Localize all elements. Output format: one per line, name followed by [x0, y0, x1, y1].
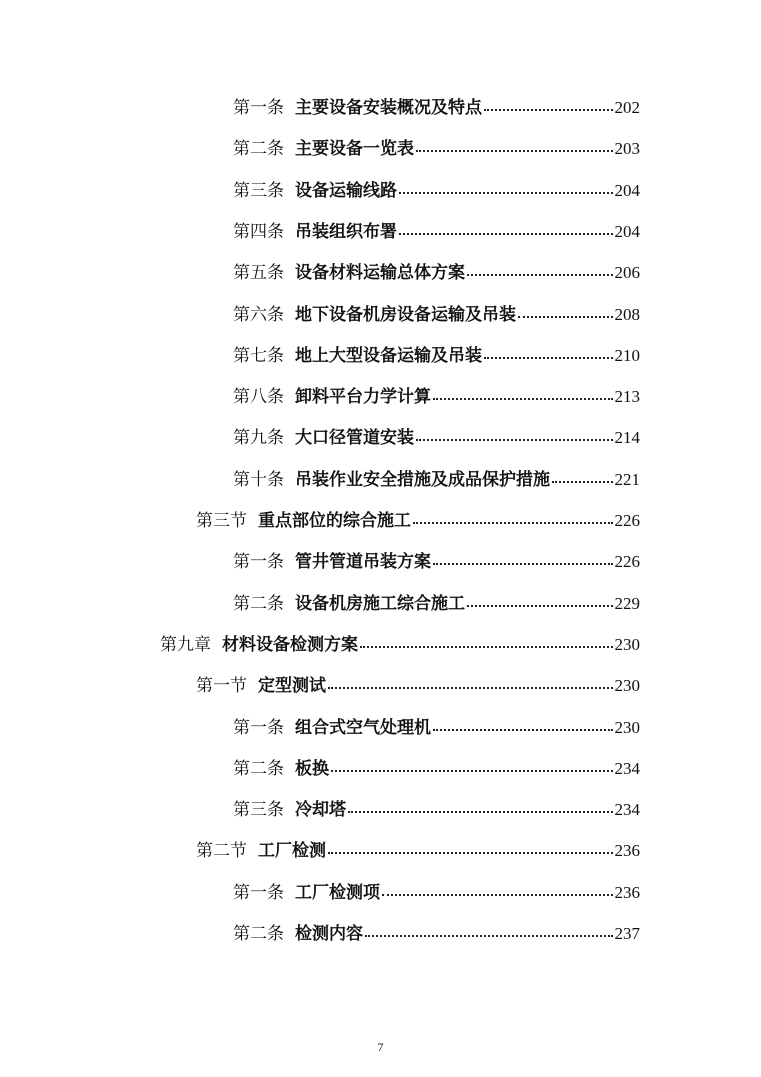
toc-entry-article[interactable] — [233, 880, 640, 906]
toc-entry-label: 第五条 — [233, 263, 284, 284]
toc-dot-leader — [331, 770, 613, 772]
toc-entry-title: 卸料平台力学计算 — [295, 387, 431, 408]
toc-entry-article[interactable] — [233, 921, 640, 947]
toc-entry-page-number: 230 — [614, 717, 640, 737]
toc-entry-article[interactable] — [233, 384, 640, 410]
toc-dot-leader — [348, 811, 613, 813]
toc-entry-article[interactable] — [233, 797, 640, 823]
toc-entry-title: 主要设备一览表 — [295, 139, 414, 160]
toc-entry-title: 地上大型设备运输及吊装 — [295, 345, 482, 366]
toc-entry-title: 重点部位的综合施工 — [258, 511, 411, 531]
toc-entry-title: 板换 — [295, 758, 329, 779]
toc-entry-label: 第二节 — [196, 841, 247, 862]
toc-entry-page-number: 236 — [614, 882, 640, 902]
toc-dot-leader — [365, 935, 613, 937]
toc-entry-article[interactable] — [233, 467, 640, 493]
toc-entry-article[interactable] — [233, 178, 640, 204]
toc-entry-title: 管井管道吊装方案 — [295, 552, 431, 573]
toc-entry-page-number: 206 — [614, 263, 640, 283]
toc-entry-title: 设备材料运输总体方案 — [295, 263, 465, 284]
toc-entry-page-number: 226 — [614, 511, 640, 530]
toc-entry-page-number: 236 — [614, 841, 640, 861]
toc-dot-leader — [416, 439, 613, 441]
toc-dot-leader — [399, 233, 613, 235]
toc-entry-label: 第三节 — [196, 511, 247, 531]
toc-entry-article[interactable] — [233, 715, 640, 741]
toc-entry-title: 工厂检测 — [258, 841, 326, 862]
toc-entry-label: 第七条 — [233, 345, 284, 366]
toc-dot-leader — [552, 481, 613, 483]
toc-dot-leader — [382, 894, 613, 896]
toc-entry-section[interactable] — [196, 838, 640, 864]
toc-dot-leader — [484, 109, 613, 111]
toc-entry-label: 第三条 — [233, 800, 284, 821]
toc-entry-page-number: 226 — [614, 552, 640, 572]
toc-entry-page-number: 213 — [614, 387, 640, 407]
toc-dot-leader — [413, 522, 613, 524]
toc-entry-title: 检测内容 — [295, 924, 363, 944]
toc-dot-leader — [433, 729, 613, 731]
toc-entry-title: 大口径管道安装 — [295, 428, 414, 449]
toc-entry-page-number: 204 — [614, 221, 640, 241]
toc-entry-page-number: 230 — [614, 634, 640, 654]
toc-entry-page-number: 234 — [614, 800, 640, 820]
toc-entry-article[interactable] — [233, 260, 640, 286]
toc-entry-section[interactable] — [196, 673, 640, 699]
toc-entry-label: 第二条 — [233, 758, 284, 779]
toc-entry-title: 主要设备安装概况及特点 — [295, 98, 482, 118]
toc-dot-leader — [399, 192, 613, 194]
toc-entry-label: 第一节 — [196, 676, 247, 697]
toc-dot-leader — [433, 398, 613, 400]
toc-entry-page-number: 208 — [614, 304, 640, 324]
toc-entry-section[interactable] — [196, 508, 640, 534]
toc-entry-title: 吊装组织布署 — [295, 221, 397, 242]
toc-entry-label: 第六条 — [233, 304, 284, 325]
toc-entry-title: 材料设备检测方案 — [222, 634, 358, 655]
toc-entry-title: 工厂检测项 — [295, 882, 380, 903]
toc-entry-page-number: 237 — [614, 924, 640, 943]
toc-entry-label: 第九章 — [160, 634, 211, 655]
toc-entry-page-number: 230 — [614, 676, 640, 696]
toc-entry-title: 设备机房施工综合施工 — [295, 593, 465, 614]
toc-dot-leader — [467, 605, 613, 607]
toc-entry-label: 第一条 — [233, 717, 284, 738]
toc-dot-leader — [360, 646, 613, 648]
toc-entry-page-number: 221 — [614, 469, 640, 489]
toc-entry-label: 第三条 — [233, 180, 284, 201]
toc-entry-label: 第八条 — [233, 387, 284, 408]
toc-entry-article[interactable] — [233, 136, 640, 162]
toc-entry-label: 第一条 — [233, 98, 284, 118]
toc-entry-article[interactable] — [233, 219, 640, 245]
toc-entry-article[interactable] — [233, 591, 640, 617]
toc-dot-leader — [518, 316, 613, 318]
toc-entry-page-number: 202 — [614, 98, 640, 117]
toc-entry-page-number: 234 — [614, 758, 640, 778]
toc-entry-page-number: 229 — [614, 593, 640, 613]
toc-entry-title: 组合式空气处理机 — [295, 717, 431, 738]
toc-dot-leader — [433, 563, 613, 565]
toc-dot-leader — [328, 852, 613, 854]
toc-entry-page-number: 203 — [614, 139, 640, 159]
toc-entry-title: 吊装作业安全措施及成品保护措施 — [295, 469, 550, 490]
toc-entry-page-number: 214 — [614, 428, 640, 448]
toc-entry-label: 第二条 — [233, 593, 284, 614]
toc-entry-label: 第一条 — [233, 552, 284, 573]
toc-entry-article[interactable] — [233, 756, 640, 782]
toc-entry-title: 地下设备机房设备运输及吊装 — [295, 304, 516, 325]
toc-entry-article[interactable] — [233, 549, 640, 575]
toc-entry-label: 第一条 — [233, 882, 284, 903]
page-number: 7 — [377, 1040, 384, 1054]
toc-dot-leader — [416, 150, 613, 152]
toc-entry-title: 设备运输线路 — [295, 180, 397, 201]
toc-entry-article[interactable] — [233, 343, 640, 369]
toc-entry-label: 第九条 — [233, 428, 284, 449]
toc-entry-label: 第十条 — [233, 469, 284, 490]
toc-entry-title: 定型测试 — [258, 676, 326, 697]
toc-entry-label: 第二条 — [233, 924, 284, 944]
toc-entry-article[interactable] — [233, 425, 640, 451]
toc-entry-chapter[interactable] — [160, 632, 640, 658]
toc-dot-leader — [467, 274, 613, 276]
toc-entry-label: 第二条 — [233, 139, 284, 160]
toc-entry-label: 第四条 — [233, 221, 284, 242]
toc-entry-title: 冷却塔 — [295, 800, 346, 821]
toc-entry-article[interactable] — [233, 95, 640, 121]
toc-dot-leader — [328, 687, 613, 689]
toc-entry-article[interactable] — [233, 302, 640, 328]
toc-entry-page-number: 204 — [614, 180, 640, 200]
toc-dot-leader — [484, 357, 613, 359]
toc-entry-page-number: 210 — [614, 345, 640, 365]
